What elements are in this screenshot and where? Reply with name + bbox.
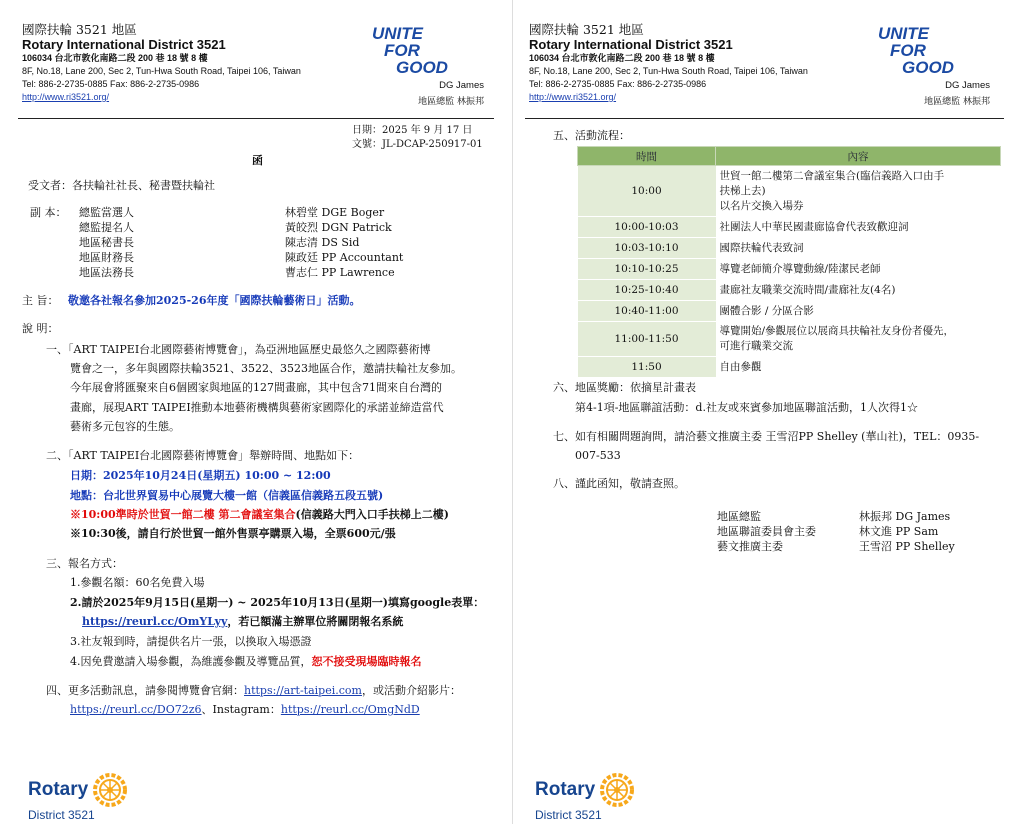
rotary-wheel-icon xyxy=(92,772,128,808)
letter-date: 日期：2025 年 9 月 17 日 xyxy=(352,125,473,136)
signup-period: 2.請於2025年9月15日(星期一) ~ 2025年10月13日(星期一)填寫google表單： xyxy=(70,596,485,609)
table-row xyxy=(578,166,1001,217)
signature-role: 地區總監 xyxy=(717,510,761,523)
no-walkin-red: 恕不接受現場臨時報名 xyxy=(311,655,422,668)
rotary-footer-logo xyxy=(535,772,635,822)
phone-fax: Tel: 886-2-2735-0885 Fax: 886-2-2735-0986 xyxy=(529,79,707,89)
address-zh: 106034 台北市敦化南路二段 200 巷 18 號 8 樓 xyxy=(22,53,208,63)
header-divider xyxy=(18,118,494,119)
rotary-footer-logo xyxy=(28,772,128,822)
website-link[interactable]: http://www.ri3521.org/ xyxy=(529,92,617,102)
gathering-note-red: ※10:00準時於世貿一館二樓 第二會議室集合 xyxy=(70,508,296,521)
section-8: 八、謹此函知，敬請查照。 xyxy=(553,477,685,490)
section-4-text: 四、更多活動訊息，請參閱博覽會官網： xyxy=(46,684,244,697)
address-en: 8F, No.18, Lane 200, Sec 2, Tun-Hwa South Road, Taipei 106, Taiwan xyxy=(529,66,808,76)
video-link[interactable]: https://reurl.cc/DO72z6 xyxy=(70,703,202,716)
district-name-en: Rotary International District 3521 xyxy=(529,37,733,52)
phone-fax: Tel: 886-2-2735-0885 Fax: 886-2-2735-0986 xyxy=(22,79,200,89)
rotary-wordmark: Rotary xyxy=(28,779,89,800)
cc-name: 陳志清 DS Sid xyxy=(285,236,360,249)
cc-name: 陳政廷 PP Accountant xyxy=(285,251,404,264)
gathering-note-detail: (信義路大門入口手扶梯上二樓) xyxy=(295,508,449,521)
unite-for-good-logo xyxy=(364,25,484,108)
table-row xyxy=(578,301,1001,322)
row-content xyxy=(716,322,1001,357)
instagram-link[interactable]: https://reurl.cc/OmgNdD xyxy=(280,703,420,716)
explain-label: 說 明： xyxy=(22,322,59,335)
subject: 敬邀各社報名參加2025-26年度「國際扶輪藝術日」活動。 xyxy=(68,294,361,307)
col-content-header: 內容 xyxy=(716,147,1001,166)
row-content: 畫廊社友職業交流時間/畫廊社友(4名) xyxy=(716,280,1001,301)
section-4-mid: ，或活動介紹影片： xyxy=(361,684,461,697)
signup-form xyxy=(82,612,403,631)
section-3-title: 三、報名方式： xyxy=(46,557,123,570)
district-name-en: Rotary International District 3521 xyxy=(22,37,226,52)
section-1-line: 今年展會將匯聚來自6個國家與地區的127間畫廊，其中包含71間來自台灣的 xyxy=(70,381,442,394)
signature-role: 地區聯誼委員會主委 xyxy=(717,525,816,538)
district-name-zh: 國際扶輪 3521 地區 xyxy=(22,22,137,37)
row-time: 10:00 xyxy=(578,166,716,217)
col-time-header: 時間 xyxy=(578,147,716,166)
table-row xyxy=(578,280,1001,301)
table-row xyxy=(578,217,1001,238)
after-note: ※10:30後，請自行於世貿一館外售票亭購票入場，全票600元/張 xyxy=(70,527,396,540)
cc-role: 總監當選人 xyxy=(79,206,134,219)
signature-name: 林文進 PP Sam xyxy=(859,525,939,538)
doc-type: 函 xyxy=(252,154,263,167)
section-1-line: 覽會之一，多年與國際扶輪3521、3522、3523地區合作，邀請扶輪社友參加。 xyxy=(70,362,462,375)
address-zh: 106034 台北市敦化南路二段 200 巷 18 號 8 樓 xyxy=(529,53,715,63)
section-4-links xyxy=(70,700,420,719)
cc-name: 林碧堂 DGE Boger xyxy=(285,206,385,219)
row-content-line: 扶梯上去) xyxy=(719,184,766,197)
table-row xyxy=(578,238,1001,259)
district-name-zh: 國際扶輪 3521 地區 xyxy=(529,22,644,37)
district-label: District 3521 xyxy=(28,808,95,822)
slogan-unite: UNITE xyxy=(878,24,929,43)
event-date: 日期：2025年10月24日(星期五) 10:00 ~ 12:00 xyxy=(70,469,331,482)
rotary-wordmark: Rotary xyxy=(535,779,596,800)
table-row xyxy=(578,322,1001,357)
dg-name-en: DG James xyxy=(945,80,990,91)
instagram-label: 、Instagram： xyxy=(201,703,281,716)
signature-name: 林振邦 DG James xyxy=(859,510,951,523)
cc-role: 總監提名人 xyxy=(79,221,134,234)
event-place: 地點：台北世界貿易中心展覽大樓一館（信義區信義路五段五號) xyxy=(70,489,384,502)
unite-for-good-logo xyxy=(870,25,990,108)
rotary-wheel-icon xyxy=(599,772,635,808)
schedule-header-row xyxy=(578,147,1001,166)
section-1-line: 藝術多元包容的生態。 xyxy=(70,420,180,433)
section-1-line: 畫廊，展現ART TAIPEI推動本地藝術機構與藝術家國際化的承諾並締造當代 xyxy=(70,401,444,414)
checkin-note: 3.社友報到時，請提供名片一張，以換取入場憑證 xyxy=(70,635,312,648)
row-time: 11:00-11:50 xyxy=(578,322,716,357)
cc-label: 副 本： xyxy=(30,206,67,219)
row-time: 10:40-11:00 xyxy=(578,301,716,322)
quota: 1.參觀名額：60名免費入場 xyxy=(70,576,205,589)
website-link[interactable]: http://www.ri3521.org/ xyxy=(22,92,110,102)
row-content-line: 導覽開始/參觀展位以展商具扶輪社友身份者優先， xyxy=(719,325,955,337)
table-row xyxy=(578,259,1001,280)
row-time: 10:00-10:03 xyxy=(578,217,716,238)
row-content: 團體合影 / 分區合影 xyxy=(716,301,1001,322)
subject-label: 主 旨： xyxy=(22,294,59,307)
row-content-line: 以名片交換入場券 xyxy=(719,199,804,212)
section-4-line xyxy=(46,681,461,700)
gathering-note xyxy=(70,505,449,524)
row-content-line: 世貿一館二樓第二會議室集合(臨信義路入口由手 xyxy=(719,169,945,182)
section-6-detail: 第4-1項-地區聯誼活動：d.社友或來賓參加地區聯誼活動，1人次得1☆ xyxy=(575,401,918,414)
cc-role: 地區法務長 xyxy=(79,266,134,279)
signature-role: 藝文推廣主委 xyxy=(717,540,783,553)
schedule-table xyxy=(577,146,1001,378)
section-1-line: 一、「ART TAIPEI台北國際藝術博覽會」，為亞洲地區歷史最悠久之國際藝術博 xyxy=(46,343,431,356)
header-divider xyxy=(525,118,1004,119)
row-content: 導覽老師簡介導覽動線/陸潔民老師 xyxy=(716,259,1001,280)
row-content: 自由參觀 xyxy=(716,357,1001,378)
section-7-phone: 007-533 xyxy=(575,449,621,462)
section-2-title: 二、「ART TAIPEI台北國際藝術博覽會」舉辦時間、地點如下： xyxy=(46,449,360,462)
row-time: 10:25-10:40 xyxy=(578,280,716,301)
signup-form-note: ，若已額滿主辦單位將關閉報名系統 xyxy=(227,615,404,628)
letter-page-2 xyxy=(512,0,1024,824)
cc-role: 地區財務長 xyxy=(79,251,134,264)
district-label: District 3521 xyxy=(535,808,602,822)
section-7-line: 七、如有相關問題詢問，請洽藝文推廣主委 王雪沼PP Shelley (華山社)，TEL：0935- xyxy=(553,430,980,443)
row-time: 11:50 xyxy=(578,357,716,378)
no-walkin-note xyxy=(70,652,422,671)
recipient: 受文者：各扶輪社社長、秘書暨扶輪社 xyxy=(28,179,215,192)
cc-role: 地區秘書長 xyxy=(79,236,134,249)
slogan-good: GOOD xyxy=(902,58,954,77)
row-content: 社團法人中華民國畫廊協會代表致歡迎詞 xyxy=(716,217,1001,238)
slogan-for: FOR xyxy=(890,41,926,60)
row-content-line: 可進行職業交流 xyxy=(719,340,793,352)
row-time: 10:10-10:25 xyxy=(578,259,716,280)
address-en: 8F, No.18, Lane 200, Sec 2, Tun-Hwa South Road, Taipei 106, Taiwan xyxy=(22,66,301,76)
dg-name-zh: 地區總監 林振邦 xyxy=(418,97,484,107)
slogan-unite: UNITE xyxy=(372,24,423,43)
signature-name: 王雪沼 PP Shelley xyxy=(859,540,955,553)
slogan-good: GOOD xyxy=(396,58,448,77)
dg-name-en: DG James xyxy=(439,80,484,91)
slogan-for: FOR xyxy=(384,41,420,60)
letter-ref: 文號：JL-DCAP-250917-01 xyxy=(352,139,483,150)
art-taipei-link[interactable]: https://art-taipei.com xyxy=(244,684,362,697)
row-content: 國際扶輪代表致詞 xyxy=(716,238,1001,259)
no-walkin-text: 4.因免費邀請入場參觀，為維護參觀及導覽品質， xyxy=(70,655,312,668)
google-form-link[interactable]: https://reurl.cc/OmYLyy xyxy=(82,615,228,628)
cc-name: 黃皎烈 DGN Patrick xyxy=(285,221,392,234)
table-row xyxy=(578,357,1001,378)
section-6-title: 六、地區獎勵：依摘星計畫表 xyxy=(553,381,696,394)
row-time: 10:03-10:10 xyxy=(578,238,716,259)
section-5-title: 五、活動流程： xyxy=(553,129,630,142)
cc-name: 曹志仁 PP Lawrence xyxy=(285,266,395,279)
dg-name-zh: 地區總監 林振邦 xyxy=(924,97,990,107)
row-content xyxy=(716,166,1001,217)
